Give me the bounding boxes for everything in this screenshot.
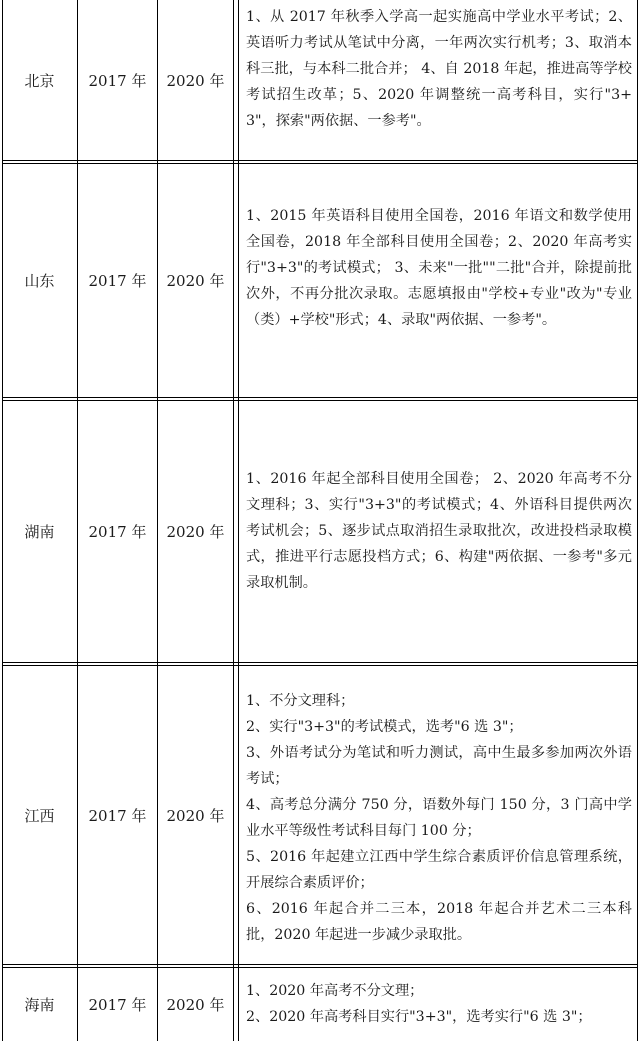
- details-text: 1、2015 年英语科目使用全国卷，2016 年语文和数学使用全国卷，2018 年全部科目使用全国卷；2、2020 年高考实行"3+3"的考试模式； 3、未来"一批""二批"合并，除提前批次外，不再分批次录取。志愿填报由"学校+专业"改为"专业（类）+学校"形式；4、录取"两依据、一参考"。: [246, 208, 632, 328]
- details-text: 1、2016 年起全部科目使用全国卷； 2、2020 年高考不分文理科；3、实行"3+3"的考试模式；4、外语科目提供两次考试机会；5、逐步试点取消招生录取批次，改进投档录取模式，推进平行志愿投档方式；6、构建"两依据、一参考"多元录取机制。: [246, 471, 632, 591]
- table-border-right: [637, 0, 638, 1041]
- details-text: 1、2020 年高考不分文理；: [246, 983, 424, 999]
- column-divider: [233, 0, 234, 1041]
- implement-year-cell: 2020 年: [166, 996, 225, 1014]
- details-text: 2、实行"3+3"的考试模式，选考"6 选 3"；: [246, 719, 523, 735]
- implement-year-cell: 2020 年: [166, 272, 225, 290]
- column-divider: [238, 0, 239, 1041]
- details-text: 2、2020 年高考科目实行"3+3"，选考实行"6 选 3"；: [246, 1009, 592, 1025]
- province-cell: 海南: [24, 996, 55, 1014]
- start-year-cell: 2017 年: [88, 71, 147, 90]
- province-cell: 山东: [24, 272, 55, 290]
- details-text: 1、不分文理科；: [246, 693, 355, 709]
- implement-year-cell: 2020 年: [166, 71, 225, 90]
- start-year-cell: 2017 年: [88, 272, 147, 290]
- start-year-cell: 2017 年: [88, 806, 147, 825]
- start-year-cell: 2017 年: [88, 523, 147, 541]
- province-cell: 北京: [24, 71, 55, 90]
- province-cell: 江西: [24, 806, 55, 825]
- details-text: 6、2016 年起合并二三本，2018 年起合并艺术二三本科批，2020 年起进一步减少录取批。: [246, 901, 632, 943]
- details-cell: [246, 688, 632, 948]
- start-year-cell: 2017 年: [88, 996, 147, 1014]
- province-cell: 湖南: [24, 523, 55, 541]
- details-cell: [246, 203, 632, 333]
- details-text: 5、2016 年起建立江西中学生综合素质评价信息管理系统，开展综合素质评价；: [246, 849, 632, 891]
- details-cell: [246, 978, 632, 1030]
- implement-year-cell: 2020 年: [166, 523, 225, 541]
- details-cell: [246, 466, 632, 596]
- details-text: 3、外语考试分为笔试和听力测试，高中生最多参加两次外语考试；: [246, 745, 632, 787]
- details-text: 1、从 2017 年秋季入学高一起实施高中学业水平考试；2、英语听力考试从笔试中分离，一年两次实行机考；3、取消本科三批，与本科二批合并； 4、自 2018 年起，推进高等学校考试招生改革；5、2020 年调整统一高考科目，实行"3+3"，探索"两依据、一参考"。: [246, 9, 632, 129]
- implement-year-cell: 2020 年: [166, 806, 225, 825]
- details-text: 4、高考总分满分 750 分，语数外每门 150 分，3 门高中学业水平等级性考试科目每门 100 分；: [246, 797, 632, 839]
- details-cell: [246, 4, 632, 134]
